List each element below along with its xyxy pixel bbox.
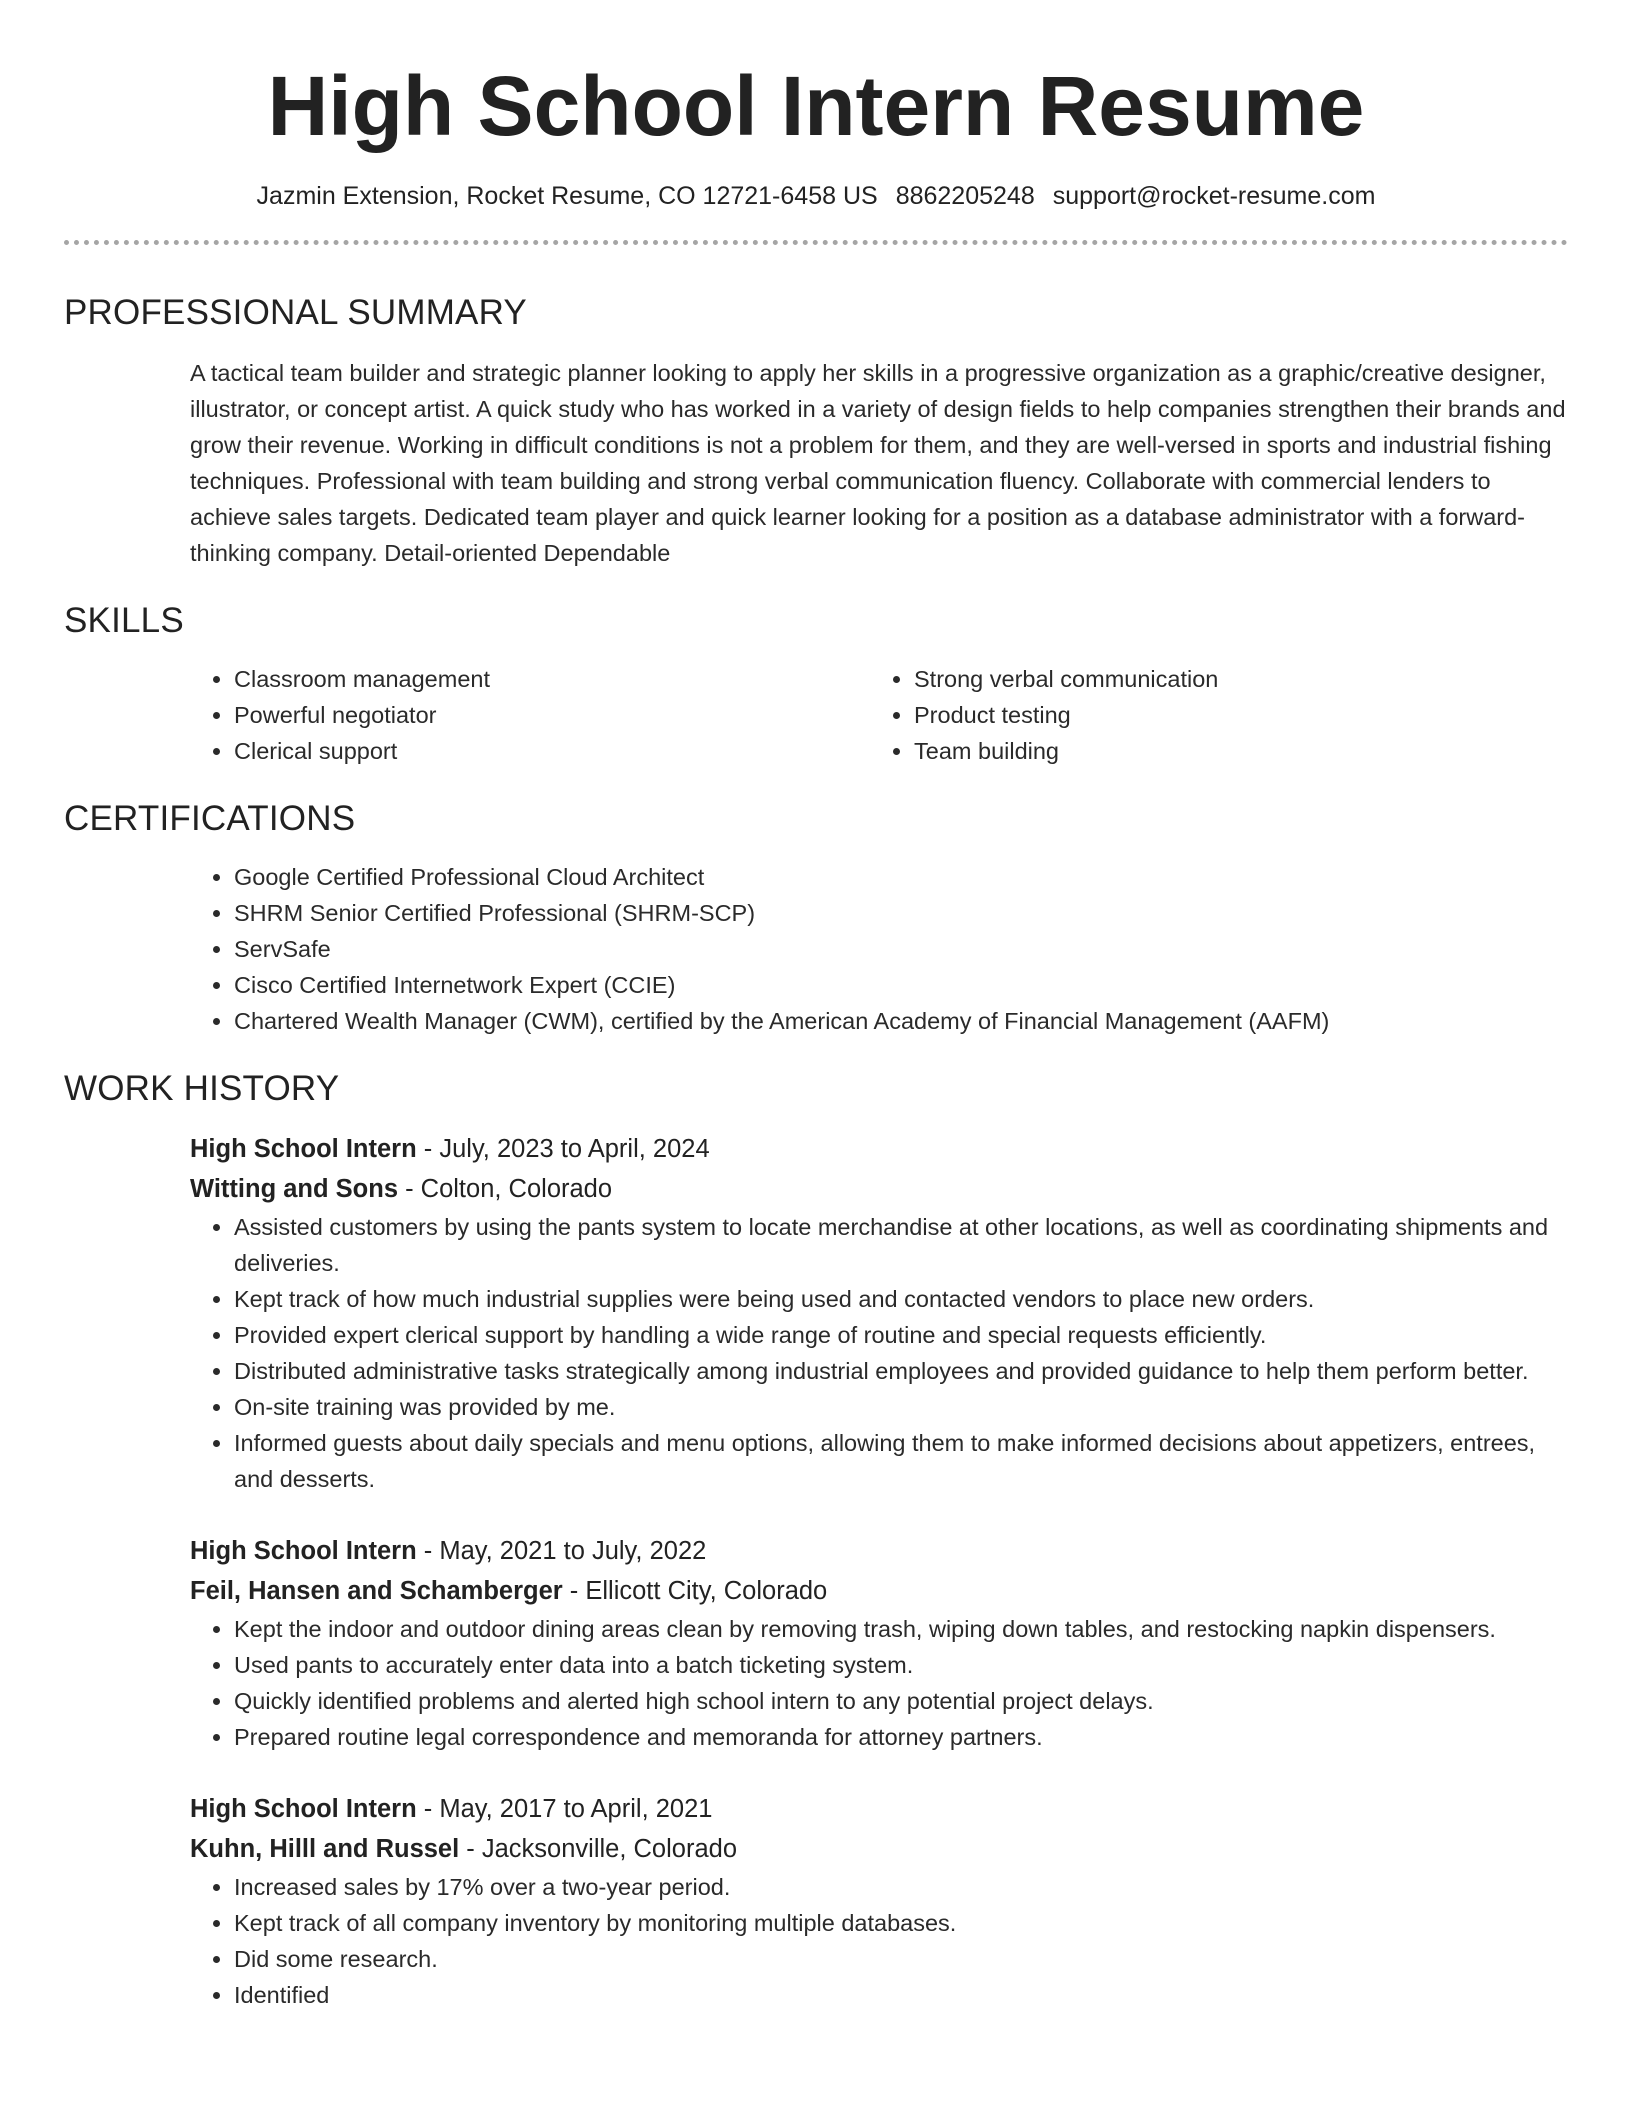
skill-item: • Strong verbal communication — [914, 661, 1550, 697]
certifications-block — [190, 859, 1568, 1039]
job-bullet: • Used pants to accurately enter data into a batch ticketing system. — [234, 1647, 1568, 1683]
skill-item: • Classroom management — [234, 661, 870, 697]
job-location: Ellicott City, Colorado — [585, 1577, 828, 1605]
skills-column-right — [870, 661, 1550, 769]
job-bullet: • Prepared routine legal correspondence and memoranda for attorney partners. — [234, 1719, 1568, 1755]
job-company: Feil, Hansen and Schamberger — [190, 1577, 563, 1605]
skills-list-right — [870, 661, 1550, 769]
job-dates: May, 2021 to July, 2022 — [439, 1537, 707, 1565]
contact-email: support@rocket-resume.com — [1052, 182, 1376, 210]
job-title-line: High School Intern - July, 2023 to April, 2024 — [190, 1135, 710, 1163]
job-dates: May, 2017 to April, 2021 — [439, 1795, 713, 1823]
job-title-line: High School Intern - May, 2017 to April, 2021 — [190, 1795, 713, 1823]
job-company-line: Kuhn, Hilll and Russel - Jacksonville, Colorado — [190, 1835, 737, 1863]
job-bullet: • Kept track of how much industrial supplies were being used and contacted vendors to place new orders. — [234, 1281, 1568, 1317]
job-bullets — [190, 1209, 1568, 1497]
skills-grid — [190, 661, 1568, 769]
work-history-heading: WORK HISTORY — [64, 1069, 340, 1108]
certification-item: • Google Certified Professional Cloud Architect — [234, 859, 1568, 895]
certification-item: • Cisco Certified Internetwork Expert (CCIE) — [234, 967, 1568, 1003]
resume-title: High School Intern Resume — [267, 59, 1365, 153]
job-bullet: • Distributed administrative tasks strategically among industrial employees and provided guidance to help them perform better. — [234, 1353, 1568, 1389]
job-bullet: • On-site training was provided by me. — [234, 1389, 1568, 1425]
job-entry-2 — [190, 1531, 1568, 1755]
header-divider — [64, 240, 1568, 245]
job-title: High School Intern — [190, 1135, 417, 1163]
skill-item: • Powerful negotiator — [234, 697, 870, 733]
job-location: Jacksonville, Colorado — [481, 1835, 737, 1863]
job-bullet: • Provided expert clerical support by handling a wide range of routine and special requests efficiently. — [234, 1317, 1568, 1353]
skills-list-left — [190, 661, 870, 769]
job-company: Kuhn, Hilll and Russel — [190, 1835, 460, 1863]
job-title: High School Intern — [190, 1537, 417, 1565]
job-bullets — [190, 1611, 1568, 1755]
contact-address: Jazmin Extension, Rocket Resume, CO 12721-6458 US — [256, 182, 878, 210]
job-company-line: Witting and Sons - Colton, Colorado — [190, 1175, 613, 1203]
job-title: High School Intern — [190, 1795, 417, 1823]
job-dates: July, 2023 to April, 2024 — [439, 1135, 710, 1163]
job-bullet: • Did some research. — [234, 1941, 1568, 1977]
job-company-line: Feil, Hansen and Schamberger - Ellicott City, Colorado — [190, 1577, 828, 1605]
job-entry-3 — [190, 1789, 1568, 2013]
job-bullet: • Quickly identified problems and alerted high school intern to any potential project delays. — [234, 1683, 1568, 1719]
certification-item: • SHRM Senior Certified Professional (SHRM-SCP) — [234, 895, 1568, 931]
summary-heading: PROFESSIONAL SUMMARY — [64, 293, 527, 332]
skills-heading: SKILLS — [64, 601, 184, 640]
contact-phone: 8862205248 — [895, 182, 1035, 210]
job-bullet: • Assisted customers by using the pants system to locate merchandise at other locations, as well as coordinating shipments and deliveries. — [234, 1209, 1568, 1281]
skills-column-left — [190, 661, 870, 769]
job-entry-1 — [190, 1129, 1568, 1497]
skill-item: • Team building — [914, 733, 1550, 769]
job-bullet: • Increased sales by 17% over a two-year period. — [234, 1869, 1568, 1905]
job-bullet: • Kept track of all company inventory by monitoring multiple databases. — [234, 1905, 1568, 1941]
skill-item: • Clerical support — [234, 733, 870, 769]
job-bullets — [190, 1869, 1568, 2013]
contact-line — [64, 180, 1568, 212]
job-title-line: High School Intern - May, 2021 to July, 2022 — [190, 1537, 707, 1565]
certifications-heading: CERTIFICATIONS — [64, 799, 356, 838]
certifications-list — [190, 859, 1568, 1039]
certification-item: • Chartered Wealth Manager (CWM), certified by the American Academy of Financial Management (AAFM) — [234, 1003, 1568, 1039]
job-bullet: • Kept the indoor and outdoor dining areas clean by removing trash, wiping down tables, and restocking napkin dispensers. — [234, 1611, 1568, 1647]
summary-text: A tactical team builder and strategic planner looking to apply her skills in a progressive organization as a graphic/creative designer, illustrator, or concept artist. A quick study who has worked in a variety of design fields to help companies strengthen their brands and grow their revenue. Working in difficult conditions is not a problem for them, and they are well-versed in sports and industrial fishing techniques. Professional with team building and strong verbal communication fluency. Collaborate with commercial lenders to achieve sales targets. Dedicated team player and quick learner looking for a position as a database administrator with a forward-thinking company. Detail-oriented Dependable — [190, 360, 1566, 566]
job-location: Colton, Colorado — [420, 1175, 613, 1203]
job-bullet: • Informed guests about daily specials and menu options, allowing them to make informed decisions about appetizers, entrees, and desserts. — [234, 1425, 1568, 1497]
certification-item: • ServSafe — [234, 931, 1568, 967]
job-company: Witting and Sons — [190, 1175, 398, 1203]
job-bullet: • Identified — [234, 1977, 1568, 2013]
skill-item: • Product testing — [914, 697, 1550, 733]
